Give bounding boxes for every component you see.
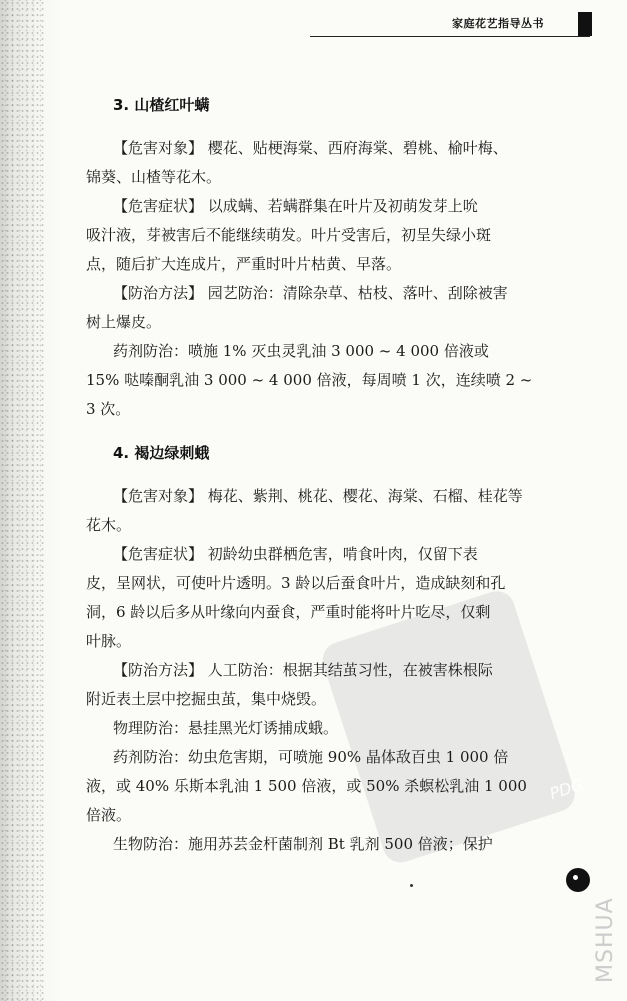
text-line: 洞，6 龄以后多从叶缘向内蚕食，严重时能将叶片吃尽，仅剩 — [86, 603, 491, 621]
text-line: 树上爆皮。 — [86, 313, 162, 331]
text-line: 药剂防治：喷施 1% 灭虫灵乳油 3 000 ~ 4 000 倍液或 — [113, 342, 489, 360]
text-line: 点，随后扩大连成片，严重时叶片枯黄、早落。 — [86, 255, 402, 273]
corner-dot-icon — [566, 868, 590, 892]
text-line: 【危害症状】 以成螨、若螨群集在叶片及初萌发芽上吮 — [113, 197, 478, 215]
text-line: 锦葵、山楂等花木。 — [86, 168, 222, 186]
text-line: 【防治方法】 人工防治：根据其结茧习性，在被害株根际 — [113, 661, 493, 679]
text-line: 【危害对象】 樱花、贴梗海棠、西府海棠、碧桃、榆叶梅、 — [113, 139, 508, 157]
print-speck — [410, 884, 413, 887]
text-line: 生物防治：施用苏芸金杆菌制剂 Bt 乳剂 500 倍液；保护 — [113, 835, 493, 853]
text-line: 15% 哒嗪酮乳油 3 000 ~ 4 000 倍液，每周喷 1 次，连续喷 2 ~ — [86, 371, 533, 389]
text-line: 【危害症状】 初龄幼虫群栖危害，啃食叶肉，仅留下表 — [113, 545, 478, 563]
header-rule — [310, 36, 590, 37]
text-line: 花木。 — [86, 516, 132, 534]
text-line: 【危害对象】 梅花、紫荆、桃花、樱花、海棠、石榴、桂花等 — [113, 487, 523, 505]
text-line: 倍液。 — [86, 806, 132, 824]
watermark-block — [318, 587, 579, 868]
header-marker — [578, 12, 592, 36]
text-line: 3 次。 — [86, 400, 131, 418]
text-line: 叶脉。 — [86, 632, 132, 650]
section-title-4: 4. 褐边绿刺蛾 — [113, 444, 210, 462]
text-line: 液，或 40% 乐斯本乳油 1 500 倍液，或 50% 杀螟松乳油 1 000 — [86, 777, 527, 795]
corner-dot-highlight — [573, 875, 578, 880]
text-line: 皮，呈网状，可使叶片透明。3 龄以后蚕食叶片，造成缺刻和孔 — [86, 574, 506, 592]
watermark-text: PDG — [547, 774, 586, 804]
text-line: 附近表土层中挖掘虫茧，集中烧毁。 — [86, 690, 327, 708]
section-title-3: 3. 山楂红叶螨 — [113, 96, 210, 114]
text-line: 吸汁液，芽被害后不能继续萌发。叶片受害后，初呈失绿小斑 — [86, 226, 492, 244]
text-line: 【防治方法】 园艺防治：清除杂草、枯枝、落叶、刮除被害 — [113, 284, 508, 302]
text-line: 物理防治：悬挂黑光灯诱捕成蛾。 — [113, 719, 339, 737]
running-header: 家庭花艺指导丛书 — [452, 17, 544, 30]
scan-edge-shadow — [0, 0, 44, 1001]
side-brand-text: MSHUA — [593, 897, 618, 983]
text-line: 药剂防治：幼虫危害期，可喷施 90% 晶体敌百虫 1 000 倍 — [113, 748, 509, 766]
